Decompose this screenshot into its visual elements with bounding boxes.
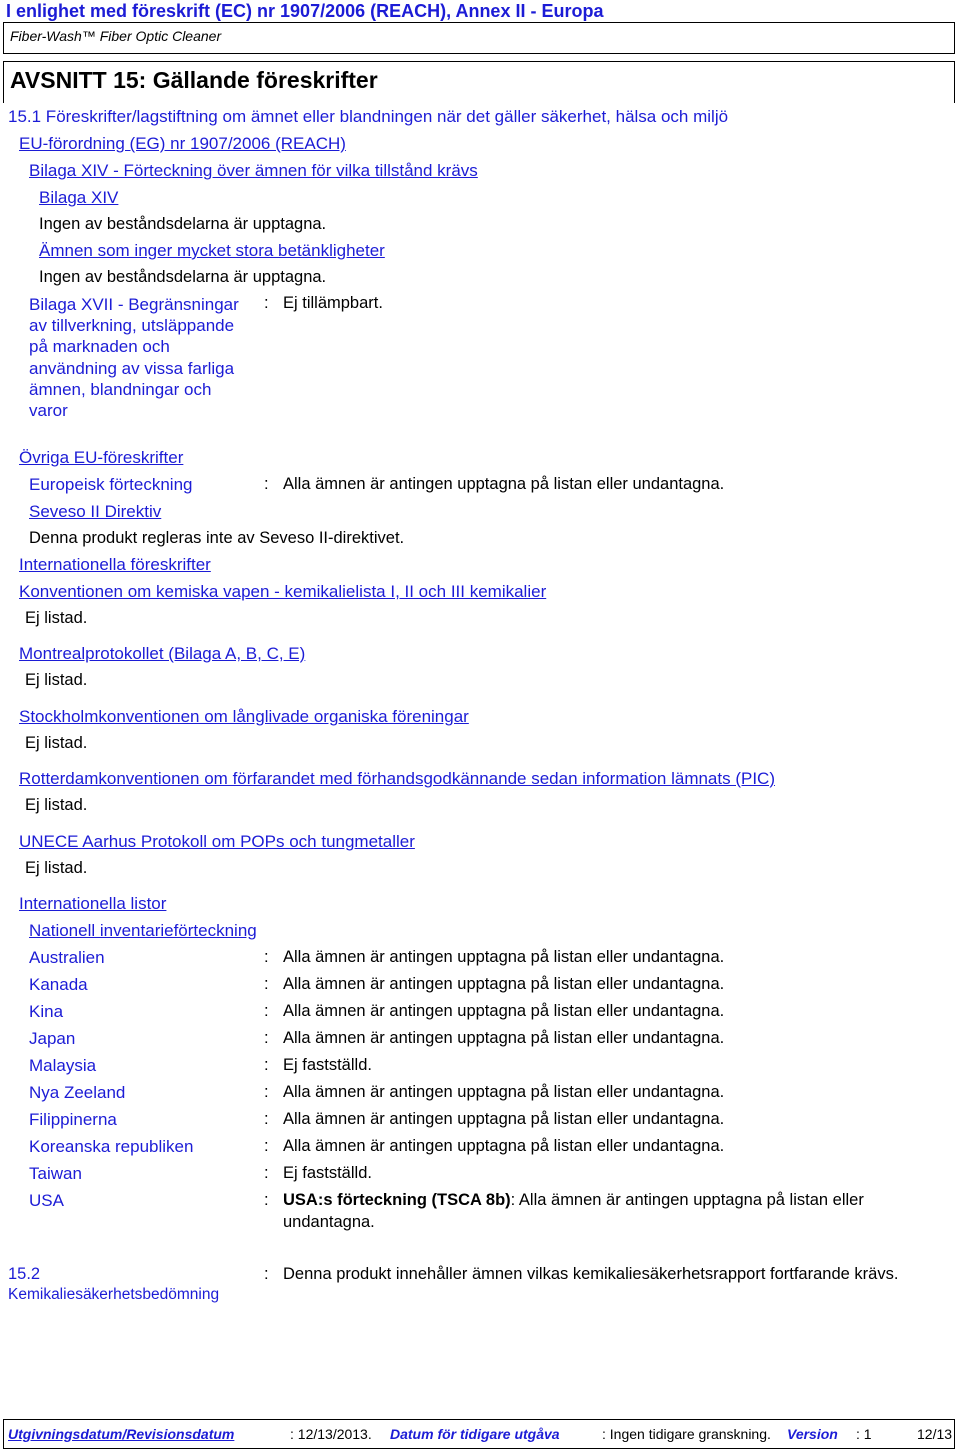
version-label: Version (787, 1426, 838, 1442)
country-value: Ej fastställd. (283, 1164, 372, 1182)
seveso-text: Denna produkt regleras inte av Seveso II-direktivet. (29, 529, 405, 547)
inventory-row-new-zealand (0, 1083, 960, 1105)
issue-date-label: Utgivningsdatum/Revisionsdatum (8, 1426, 235, 1442)
cwc-value: Ej listad. (25, 609, 88, 627)
montreal-heading: Montrealprotokollet (Bilaga A, B, C, E) (19, 644, 306, 663)
product-name: Fiber-Wash™ Fiber Optic Cleaner (10, 28, 222, 44)
row-colon: : (264, 1056, 269, 1074)
inventory-row-china (0, 1002, 960, 1024)
stockholm-heading: Stockholmkonventionen om långlivade organiska föreningar (19, 707, 469, 726)
csa-colon: : (264, 1265, 269, 1283)
row-colon: : (264, 948, 269, 966)
country-label: Kina (29, 1002, 64, 1021)
inventory-row-canada (0, 975, 960, 997)
csa-label-number: 15.2 (8, 1265, 41, 1283)
country-label: Koreanska republiken (29, 1137, 194, 1156)
annex14-subheading: Bilaga XIV (39, 188, 119, 207)
aarhus-value: Ej listad. (25, 859, 88, 877)
annex14-text: Ingen av beståndsdelarna är upptagna. (39, 215, 327, 233)
country-value: Alla ämnen är antingen upptagna på listan eller undantagna. (283, 1002, 725, 1020)
rotterdam-heading: Rotterdamkonventionen om förfarandet med förhandsgodkännande sedan information lämnats (PIC) (19, 769, 775, 788)
inventory-row-taiwan (0, 1164, 960, 1186)
rotterdam-value: Ej listad. (25, 796, 88, 814)
european-inventory-value: Alla ämnen är antingen upptagna på listan eller undantagna. (283, 475, 725, 493)
page-footer (3, 1419, 955, 1449)
inventory-row-malaysia (0, 1056, 960, 1078)
section-title: AVSNITT 15: Gällande föreskrifter (10, 67, 378, 93)
inventory-row-korea (0, 1137, 960, 1159)
usa-tsca-label: USA:s förteckning (TSCA 8b) (283, 1191, 511, 1209)
international-heading: Internationella föreskrifter (19, 555, 211, 574)
page-number: 12/13 (917, 1426, 953, 1442)
annex17-label: Bilaga XVII - Begränsningar av tillverkning, utsläppande på marknaden och användning av vissa farliga ämnen, blandningar och varor (29, 295, 239, 421)
country-label: Filippinerna (29, 1110, 117, 1129)
csa-label-text: Kemikaliesäkerhetsbedömning (8, 1286, 220, 1303)
issue-date-value: : 12/13/2013. (290, 1426, 372, 1442)
country-value: Alla ämnen är antingen upptagna på listan eller undantagna. (283, 1083, 725, 1101)
previous-date-value: : Ingen tidigare granskning. (602, 1426, 771, 1442)
previous-date-label: Datum för tidigare utgåva (390, 1426, 560, 1442)
annex17-value: Ej tillämpbart. (283, 294, 383, 312)
country-label: Malaysia (29, 1056, 97, 1075)
country-value: Alla ämnen är antingen upptagna på listan eller undantagna. (283, 1029, 725, 1047)
inventory-row-australia (0, 948, 960, 970)
row-colon: : (264, 1191, 269, 1209)
aarhus-heading: UNECE Aarhus Protokoll om POPs och tungmetaller (19, 832, 415, 851)
country-label: Japan (29, 1029, 76, 1048)
country-label: Nya Zeeland (29, 1083, 126, 1102)
document-header-title: I enlighet med föreskrift (EC) nr 1907/2006 (REACH), Annex II - Europa (6, 1, 604, 21)
national-inventory-heading: Nationell inventarieförteckning (29, 921, 257, 940)
country-value: Alla ämnen är antingen upptagna på listan eller undantagna. (283, 975, 725, 993)
row-colon: : (264, 975, 269, 993)
row-colon: : (264, 1083, 269, 1101)
row-colon: : (264, 1002, 269, 1020)
eu-reach-heading: EU-förordning (EG) nr 1907/2006 (REACH) (19, 134, 346, 153)
annex17-colon: : (264, 294, 269, 312)
row-colon: : (264, 1029, 269, 1047)
country-label: Australien (29, 948, 105, 967)
other-eu-heading: Övriga EU-föreskrifter (19, 448, 184, 467)
annex14-heading: Bilaga XIV - Förteckning över ämnen för vilka tillstånd krävs (29, 161, 478, 180)
cwc-heading: Konventionen om kemiska vapen - kemikalielista I, II och III kemikalier (19, 582, 547, 601)
product-name-box (3, 22, 955, 54)
country-value: Alla ämnen är antingen upptagna på listan eller undantagna. (283, 1110, 725, 1128)
svhc-text: Ingen av beståndsdelarna är upptagna. (39, 268, 327, 286)
seveso-heading: Seveso II Direktiv (29, 502, 162, 521)
country-value: Ej fastställd. (283, 1056, 372, 1074)
inventory-row-philippines (0, 1110, 960, 1132)
row-colon: : (264, 1110, 269, 1128)
country-label: Kanada (29, 975, 88, 994)
usa-value (283, 1191, 864, 1210)
european-inventory-colon: : (264, 475, 269, 493)
international-lists-heading: Internationella listor (19, 894, 167, 913)
country-value: Alla ämnen är antingen upptagna på listan eller undantagna. (283, 948, 725, 966)
row-colon: : (264, 1137, 269, 1155)
svhc-heading: Ämnen som inger mycket stora betänkligheter (39, 241, 385, 260)
inventory-row-usa (0, 1191, 960, 1235)
country-label: USA (29, 1191, 64, 1210)
usa-value-line2: undantagna. (283, 1213, 375, 1231)
version-value: : 1 (856, 1426, 872, 1442)
stockholm-value: Ej listad. (25, 734, 88, 752)
section-title-box (3, 61, 955, 103)
csa-value: Denna produkt innehåller ämnen vilkas kemikaliesäkerhetsrapport fortfarande krävs. (283, 1265, 899, 1283)
country-value: Alla ämnen är antingen upptagna på listan eller undantagna. (283, 1137, 725, 1155)
inventory-row-japan (0, 1029, 960, 1051)
european-inventory-label: Europeisk förteckning (29, 475, 193, 494)
subsection-15-1-heading: 15.1 Föreskrifter/lagstiftning om ämnet eller blandningen när det gäller säkerhet, hälsa och miljö (8, 107, 729, 126)
row-colon: : (264, 1164, 269, 1182)
montreal-value: Ej listad. (25, 671, 88, 689)
country-label: Taiwan (29, 1164, 82, 1183)
usa-value-line1: : Alla ämnen är antingen upptagna på listan eller (510, 1191, 864, 1209)
